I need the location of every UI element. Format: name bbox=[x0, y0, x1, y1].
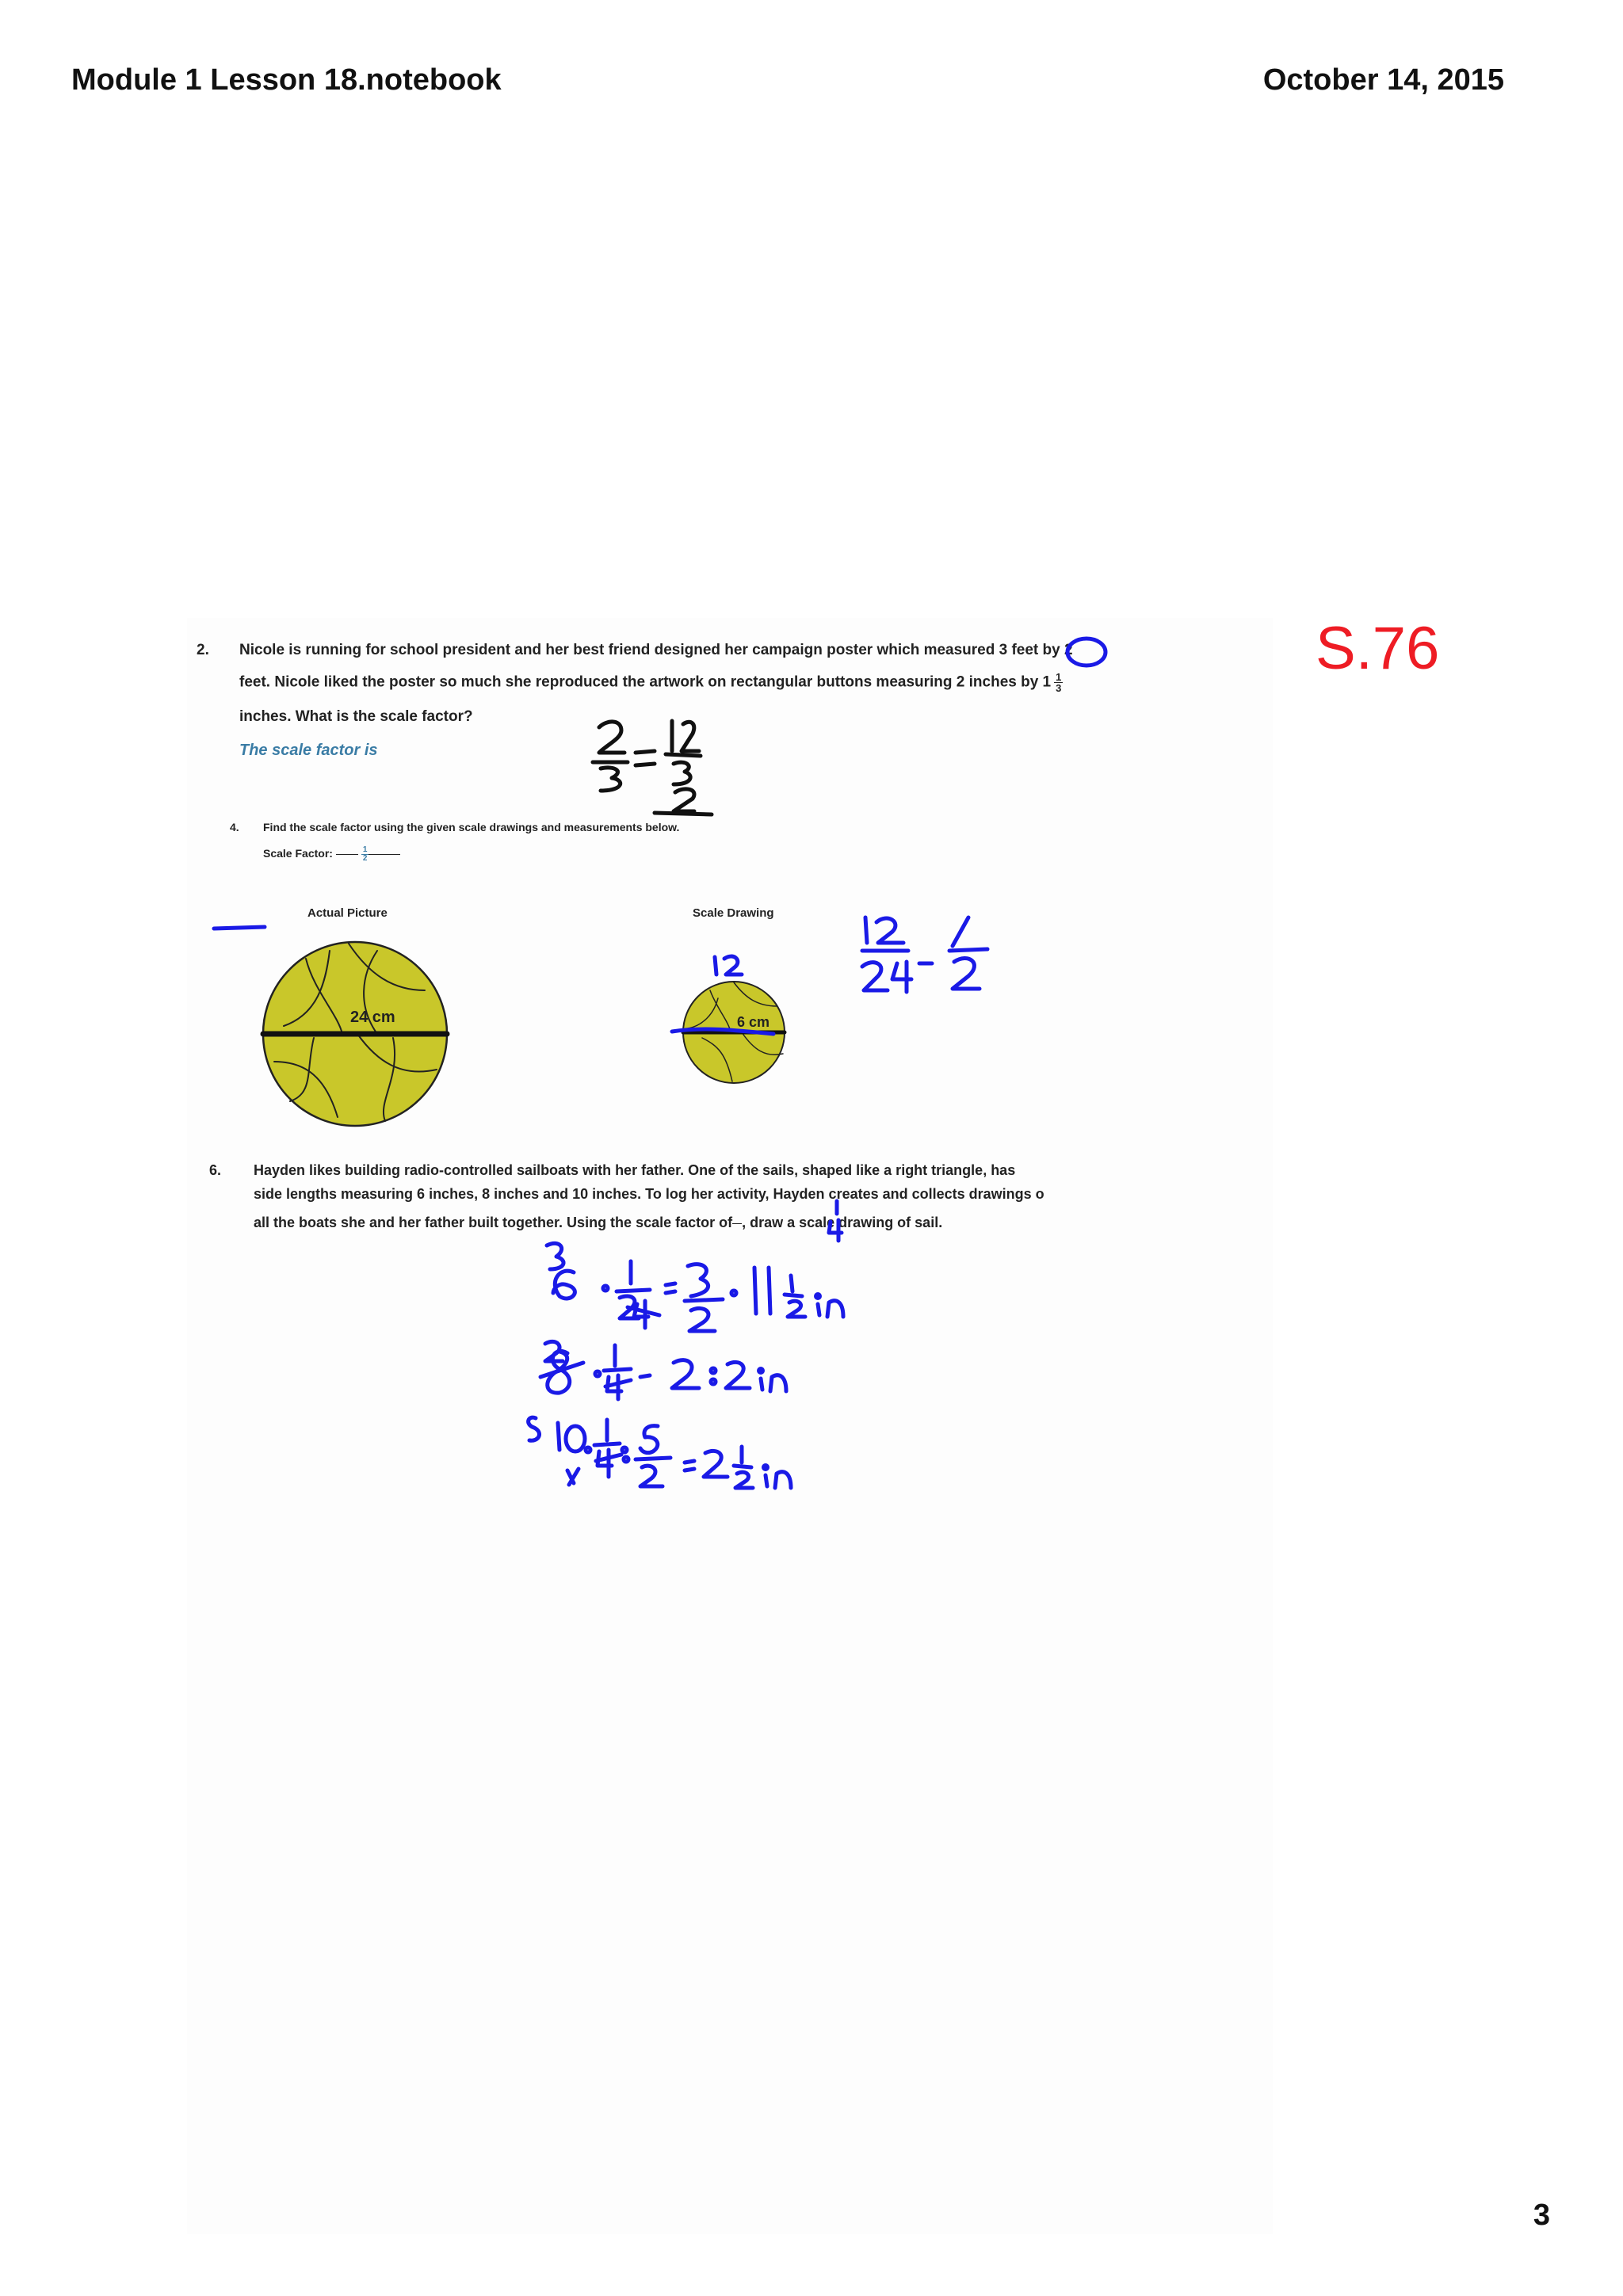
problem-2-line-3: inches. What is the scale factor? bbox=[239, 708, 473, 725]
problem-6-number: 6. bbox=[209, 1162, 222, 1178]
problem-6-line-1: Hayden likes building radio-controlled sailboats with her father. One of the sails, shaped like a right triangle, has bbox=[254, 1162, 1016, 1178]
problem-2-line-2-text: feet. Nicole liked the poster so much she reproduced the artwork on rectangular buttons measuring 2 inches by 1 bbox=[239, 673, 1052, 691]
page-reference: S.76 bbox=[1316, 615, 1440, 682]
problem-6-line-3-tail: , draw a scale drawing of sail. bbox=[742, 1215, 943, 1230]
problem-2-line-1: Nicole is running for school president and her best friend designed her campaign poster which measured 3 feet by 2 bbox=[239, 642, 1073, 658]
actual-picture-caption: Actual Picture bbox=[307, 906, 388, 920]
scale-factor-label: Scale Factor: bbox=[263, 847, 333, 860]
mixed-fraction-denominator: 3 bbox=[1056, 682, 1062, 694]
actual-measurement-label: 24 cm bbox=[350, 1009, 395, 1026]
answer-prompt: The scale factor is bbox=[239, 742, 378, 759]
scale-factor-denominator: 2 bbox=[362, 854, 368, 863]
drawing-measurement-label: 6 cm bbox=[737, 1014, 770, 1030]
problem-6-line-3-text: all the boats she and her father built together. Using the scale factor of bbox=[254, 1215, 733, 1230]
document-title: Module 1 Lesson 18.notebook bbox=[71, 63, 502, 97]
scale-drawing-caption: Scale Drawing bbox=[693, 906, 774, 920]
page-number: 3 bbox=[1533, 2199, 1550, 2232]
mixed-fraction-numerator: 1 bbox=[1056, 671, 1062, 683]
scale-factor-numerator: 1 bbox=[362, 845, 368, 854]
problem-2-number: 2. bbox=[197, 642, 209, 658]
problem-4-text: Find the scale factor using the given scale drawings and measurements below. bbox=[263, 821, 680, 833]
document-date: October 14, 2015 bbox=[1262, 63, 1504, 97]
problem-4-number: 4. bbox=[230, 821, 239, 833]
handwritten-working bbox=[187, 618, 1273, 2234]
problem-6-line-2: side lengths measuring 6 inches, 8 inches and 10 inches. To log her activity, Hayden creates and collects drawings o bbox=[254, 1186, 1044, 1202]
worksheet-scan bbox=[187, 618, 1273, 2234]
